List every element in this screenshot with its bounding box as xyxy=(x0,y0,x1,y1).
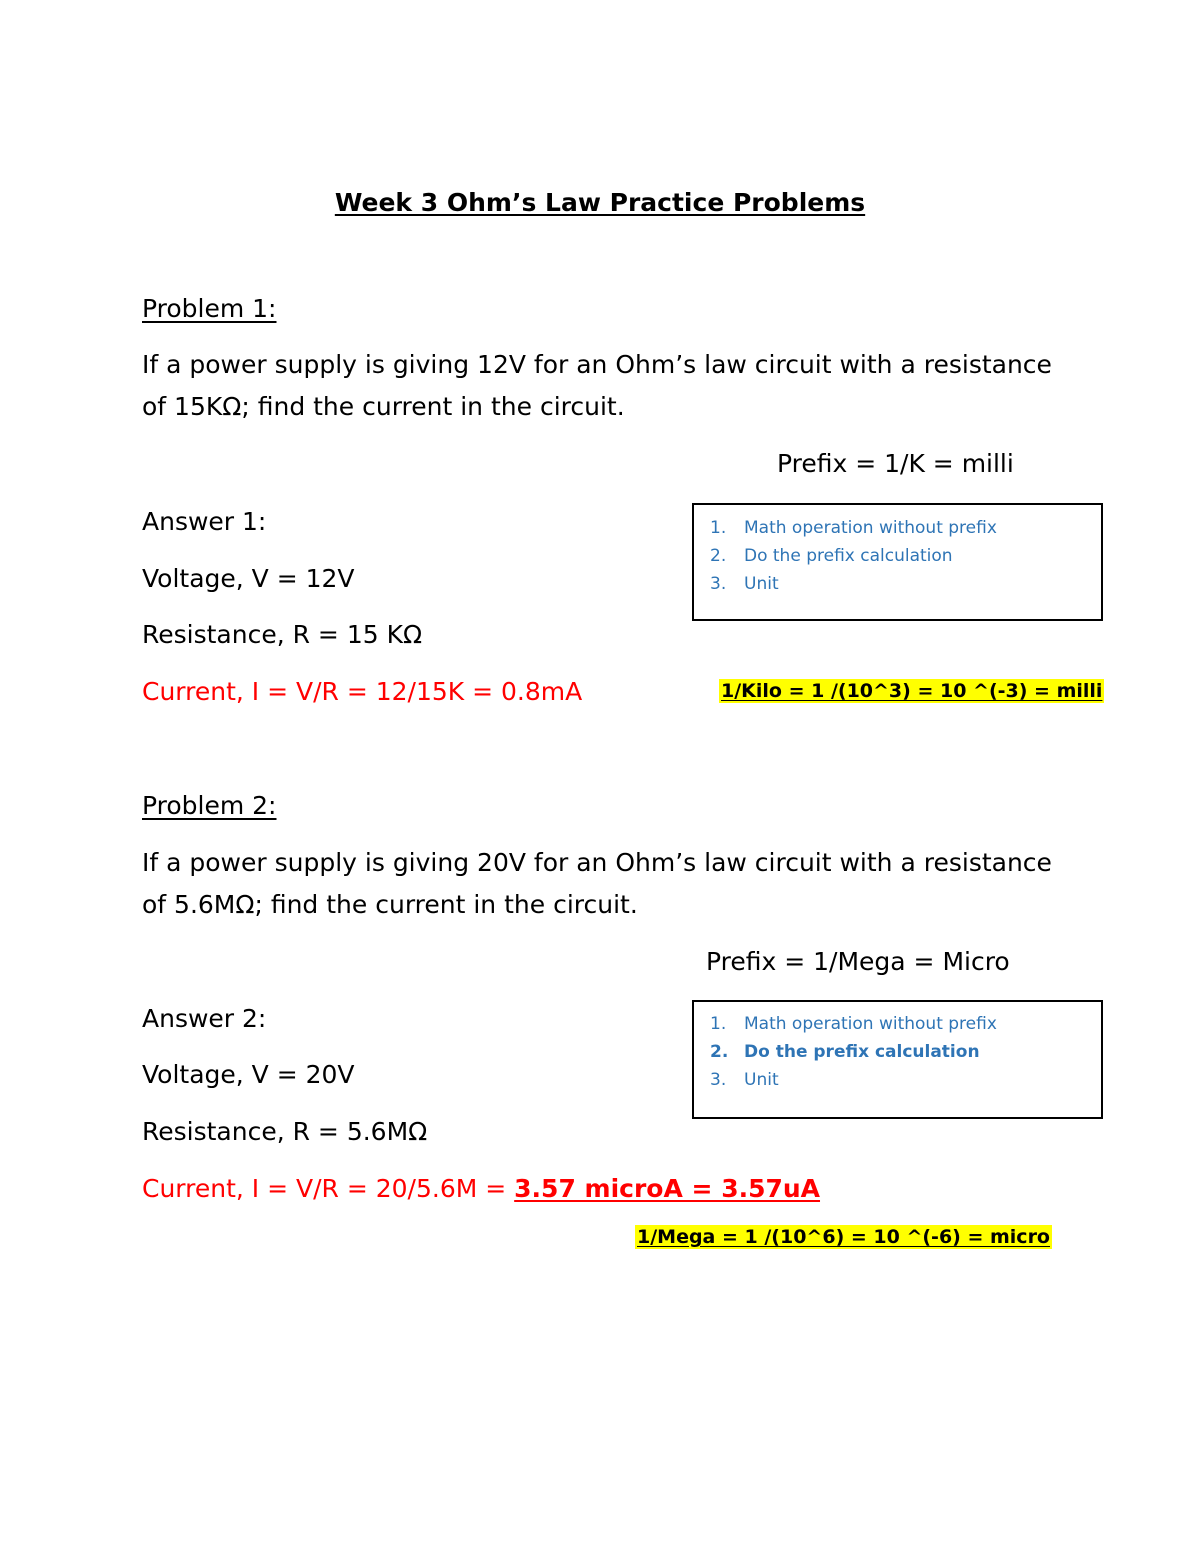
step-label: Math operation without prefix xyxy=(744,518,997,538)
step-label: Unit xyxy=(744,1070,779,1090)
answer-1-voltage: Voltage, V = 12V xyxy=(142,564,355,593)
problem-1-steps-box xyxy=(692,503,1103,621)
problem-2-text-line1: If a power supply is giving 20V for an Ohm’s law circuit with a resistance xyxy=(142,848,1052,877)
problem-1-heading: Problem 1: xyxy=(142,294,277,323)
step-number: 2. xyxy=(710,546,727,566)
problem-1-text-line1: If a power supply is giving 12V for an Ohm’s law circuit with a resistance xyxy=(142,350,1052,379)
problem-1-prefix-note xyxy=(719,680,1104,702)
answer-2-voltage: Voltage, V = 20V xyxy=(142,1060,355,1089)
problem-2-prefix-note xyxy=(635,1226,1052,1248)
step-number: 1. xyxy=(710,1014,727,1034)
step-number: 3. xyxy=(710,574,727,594)
answer-1-heading: Answer 1: xyxy=(142,507,267,536)
problem-2-steps-box xyxy=(692,1000,1103,1119)
answer-1-resistance: Resistance, R = 15 KΩ xyxy=(142,620,423,649)
answer-1-current-text: Current, I = V/R = 12/15K = 0.8mA xyxy=(142,677,583,706)
problem-1-text-line2: of 15KΩ; find the current in the circuit. xyxy=(142,392,625,421)
problem-2-step-3 xyxy=(694,1066,1101,1094)
step-label: Math operation without prefix xyxy=(744,1014,997,1034)
problem-2-heading: Problem 2: xyxy=(142,791,277,820)
page-title: Week 3 Ohm’s Law Practice Problems xyxy=(334,188,866,217)
answer-2-resistance: Resistance, R = 5.6MΩ xyxy=(142,1117,428,1146)
problem-2-step-1 xyxy=(694,1010,1101,1038)
problem-2-text-line2: of 5.6MΩ; find the current in the circuit. xyxy=(142,890,638,919)
problem-2-prefix: Prefix = 1/Mega = Micro xyxy=(706,947,1010,976)
answer-2-current-result: 3.57 microA = 3.57uA xyxy=(514,1174,821,1203)
problem-1-step-3 xyxy=(694,570,1101,598)
step-label: Do the prefix calculation xyxy=(744,1042,980,1062)
step-label: Unit xyxy=(744,574,779,594)
problem-1-step-1 xyxy=(694,514,1101,542)
problem-2-step-2 xyxy=(694,1038,1101,1066)
problem-1-step-2 xyxy=(694,542,1101,570)
answer-2-heading: Answer 2: xyxy=(142,1004,267,1033)
answer-1-current xyxy=(142,671,582,712)
prefix-note-text: 1/Kilo = 1 /(10^3) = 10 ^(-3) = milli xyxy=(721,680,1103,702)
step-number: 3. xyxy=(710,1070,727,1090)
problem-1-prefix: Prefix = 1/K = milli xyxy=(777,449,1014,478)
prefix-note-text: 1/Mega = 1 /(10^6) = 10 ^(-6) = micro xyxy=(637,1226,1050,1248)
answer-2-current xyxy=(142,1168,820,1209)
step-number: 2. xyxy=(710,1042,729,1062)
answer-2-current-text: Current, I = V/R = 20/5.6M = xyxy=(142,1174,515,1203)
step-number: 1. xyxy=(710,518,727,538)
step-label: Do the prefix calculation xyxy=(744,546,953,566)
